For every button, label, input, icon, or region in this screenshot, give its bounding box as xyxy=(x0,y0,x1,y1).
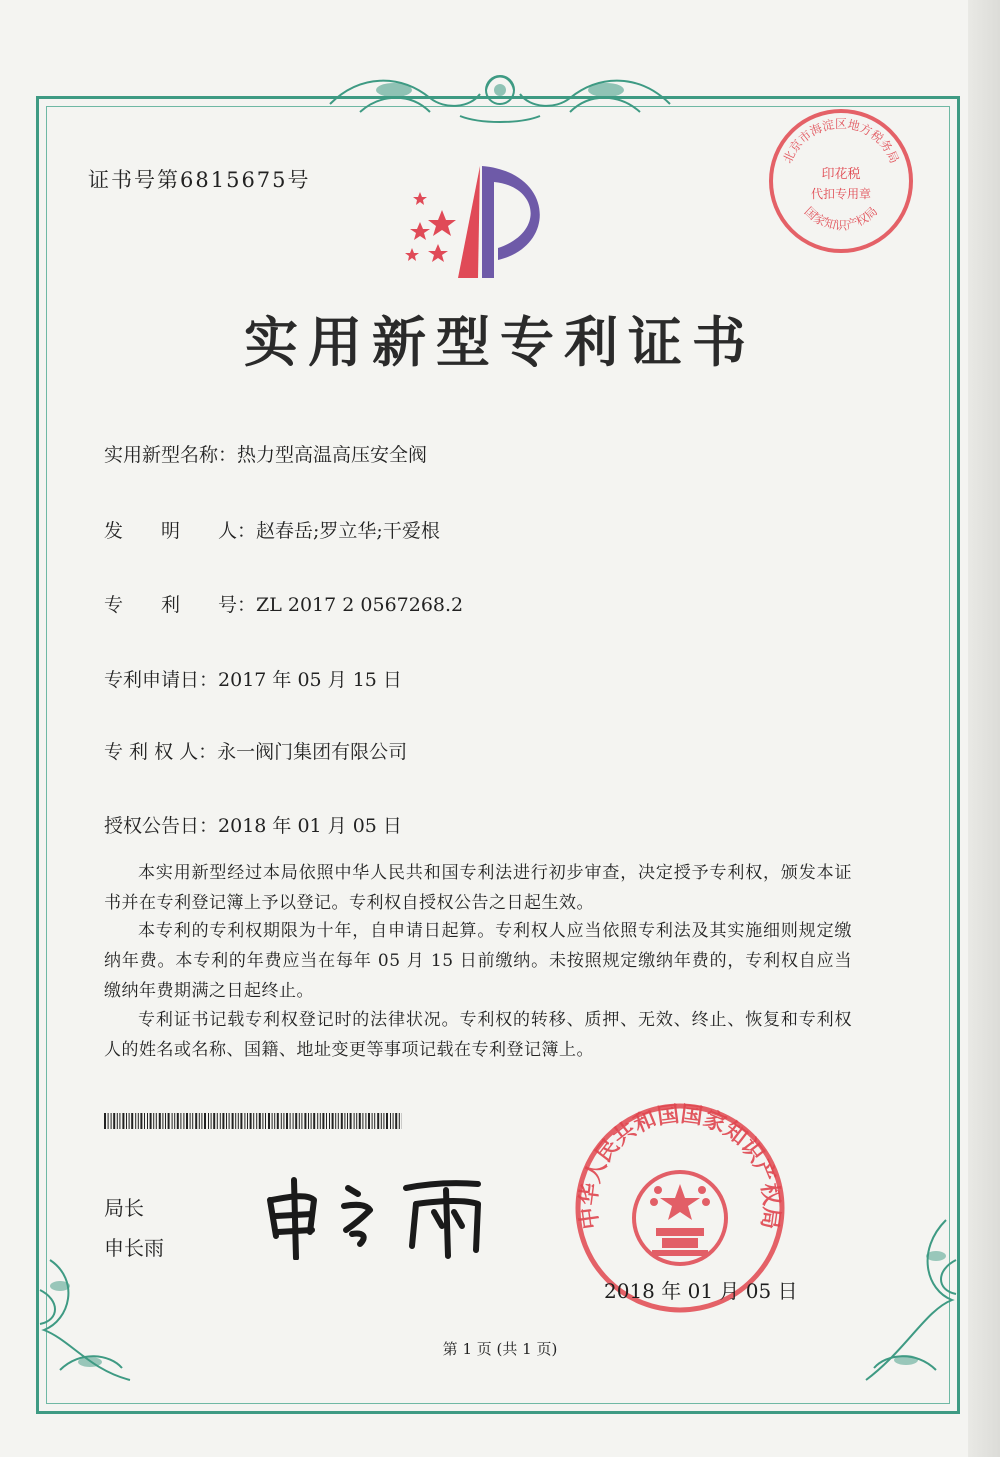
paragraph-term: 本专利的专利权期限为十年，自申请日起算。专利权人应当依照专利法及其实施细则规定缴纳年费。本专利的年费应当在每年 05 月 15 日前缴纳。未按照规定缴纳年费的，专利权自应当缴纳年费期满之日起终止。 xyxy=(104,921,852,1001)
field-label: 发 明 人： xyxy=(104,520,257,542)
field-value: 2017 年 05 月 15 日 xyxy=(218,669,402,691)
field-grant-date xyxy=(104,811,402,838)
field-label: 专 利 号： xyxy=(104,594,257,616)
director-title: 局长 xyxy=(104,1196,144,1220)
field-patentee xyxy=(104,737,407,764)
field-value: 2018 年 01 月 05 日 xyxy=(218,815,402,837)
barcode xyxy=(104,1113,402,1129)
tax-stamp-line1: 印花税 xyxy=(821,167,861,182)
national-emblem-icon xyxy=(634,1172,726,1264)
field-value: ZL 2017 2 0567268.2 xyxy=(256,594,464,616)
field-value: 永一阀门集团有限公司 xyxy=(217,741,408,763)
tax-stamp-outer-text: 北京市海淀区地方税务局 xyxy=(780,117,902,166)
star-icon xyxy=(405,192,456,262)
official-seal-text: 中华人民共和国国家知识产权局 xyxy=(575,1101,785,1231)
scan-edge xyxy=(968,0,1000,1457)
field-inventors xyxy=(104,516,440,543)
top-ornament xyxy=(320,64,680,130)
page-indicator: 第 1 页 (共 1 页) xyxy=(442,1340,558,1358)
tax-stamp-line2: 代扣专用章 xyxy=(810,187,872,201)
certificate-number: 证书号第6815675号 xyxy=(88,168,311,192)
field-value: 赵春岳;罗立华;干爱根 xyxy=(256,520,440,542)
director-signature xyxy=(256,1170,506,1260)
paragraph-grant: 本实用新型经过本局依照中华人民共和国专利法进行初步审查，决定授予专利权，颁发本证书并在专利登记簿上予以登记。专利权自授权公告之日起生效。 xyxy=(104,863,852,913)
field-label: 实用新型名称： xyxy=(104,444,238,466)
field-application-date xyxy=(104,665,402,692)
field-label: 授权公告日： xyxy=(104,815,219,837)
field-label: 专 利 权 人： xyxy=(104,741,218,763)
bottom-right-ornament xyxy=(856,1210,966,1400)
tax-stamp-bottom-text: 国家知识产权局 xyxy=(801,204,881,233)
field-patent-number xyxy=(104,590,463,617)
svg-text:国家知识产权局 xyxy=(802,204,881,232)
field-value: 热力型高温高压安全阀 xyxy=(237,444,428,466)
paragraph-legal-status: 专利证书记载专利权登记时的法律状况。专利权的转移、质押、无效、终止、恢复和专利权人的姓名或名称、国籍、地址变更等事项记载在专利登记簿上。 xyxy=(104,1010,852,1060)
field-utility-model-name xyxy=(104,440,427,467)
certificate-title: 实用新型专利证书 xyxy=(244,310,756,374)
patent-office-logo xyxy=(398,160,558,290)
bottom-left-ornament xyxy=(30,1250,140,1400)
director-name: 申长雨 xyxy=(104,1236,164,1260)
seal-date: 2018 年 01 月 05 日 xyxy=(604,1279,798,1303)
tax-stamp xyxy=(766,106,916,256)
field-label: 专利申请日： xyxy=(104,669,219,691)
